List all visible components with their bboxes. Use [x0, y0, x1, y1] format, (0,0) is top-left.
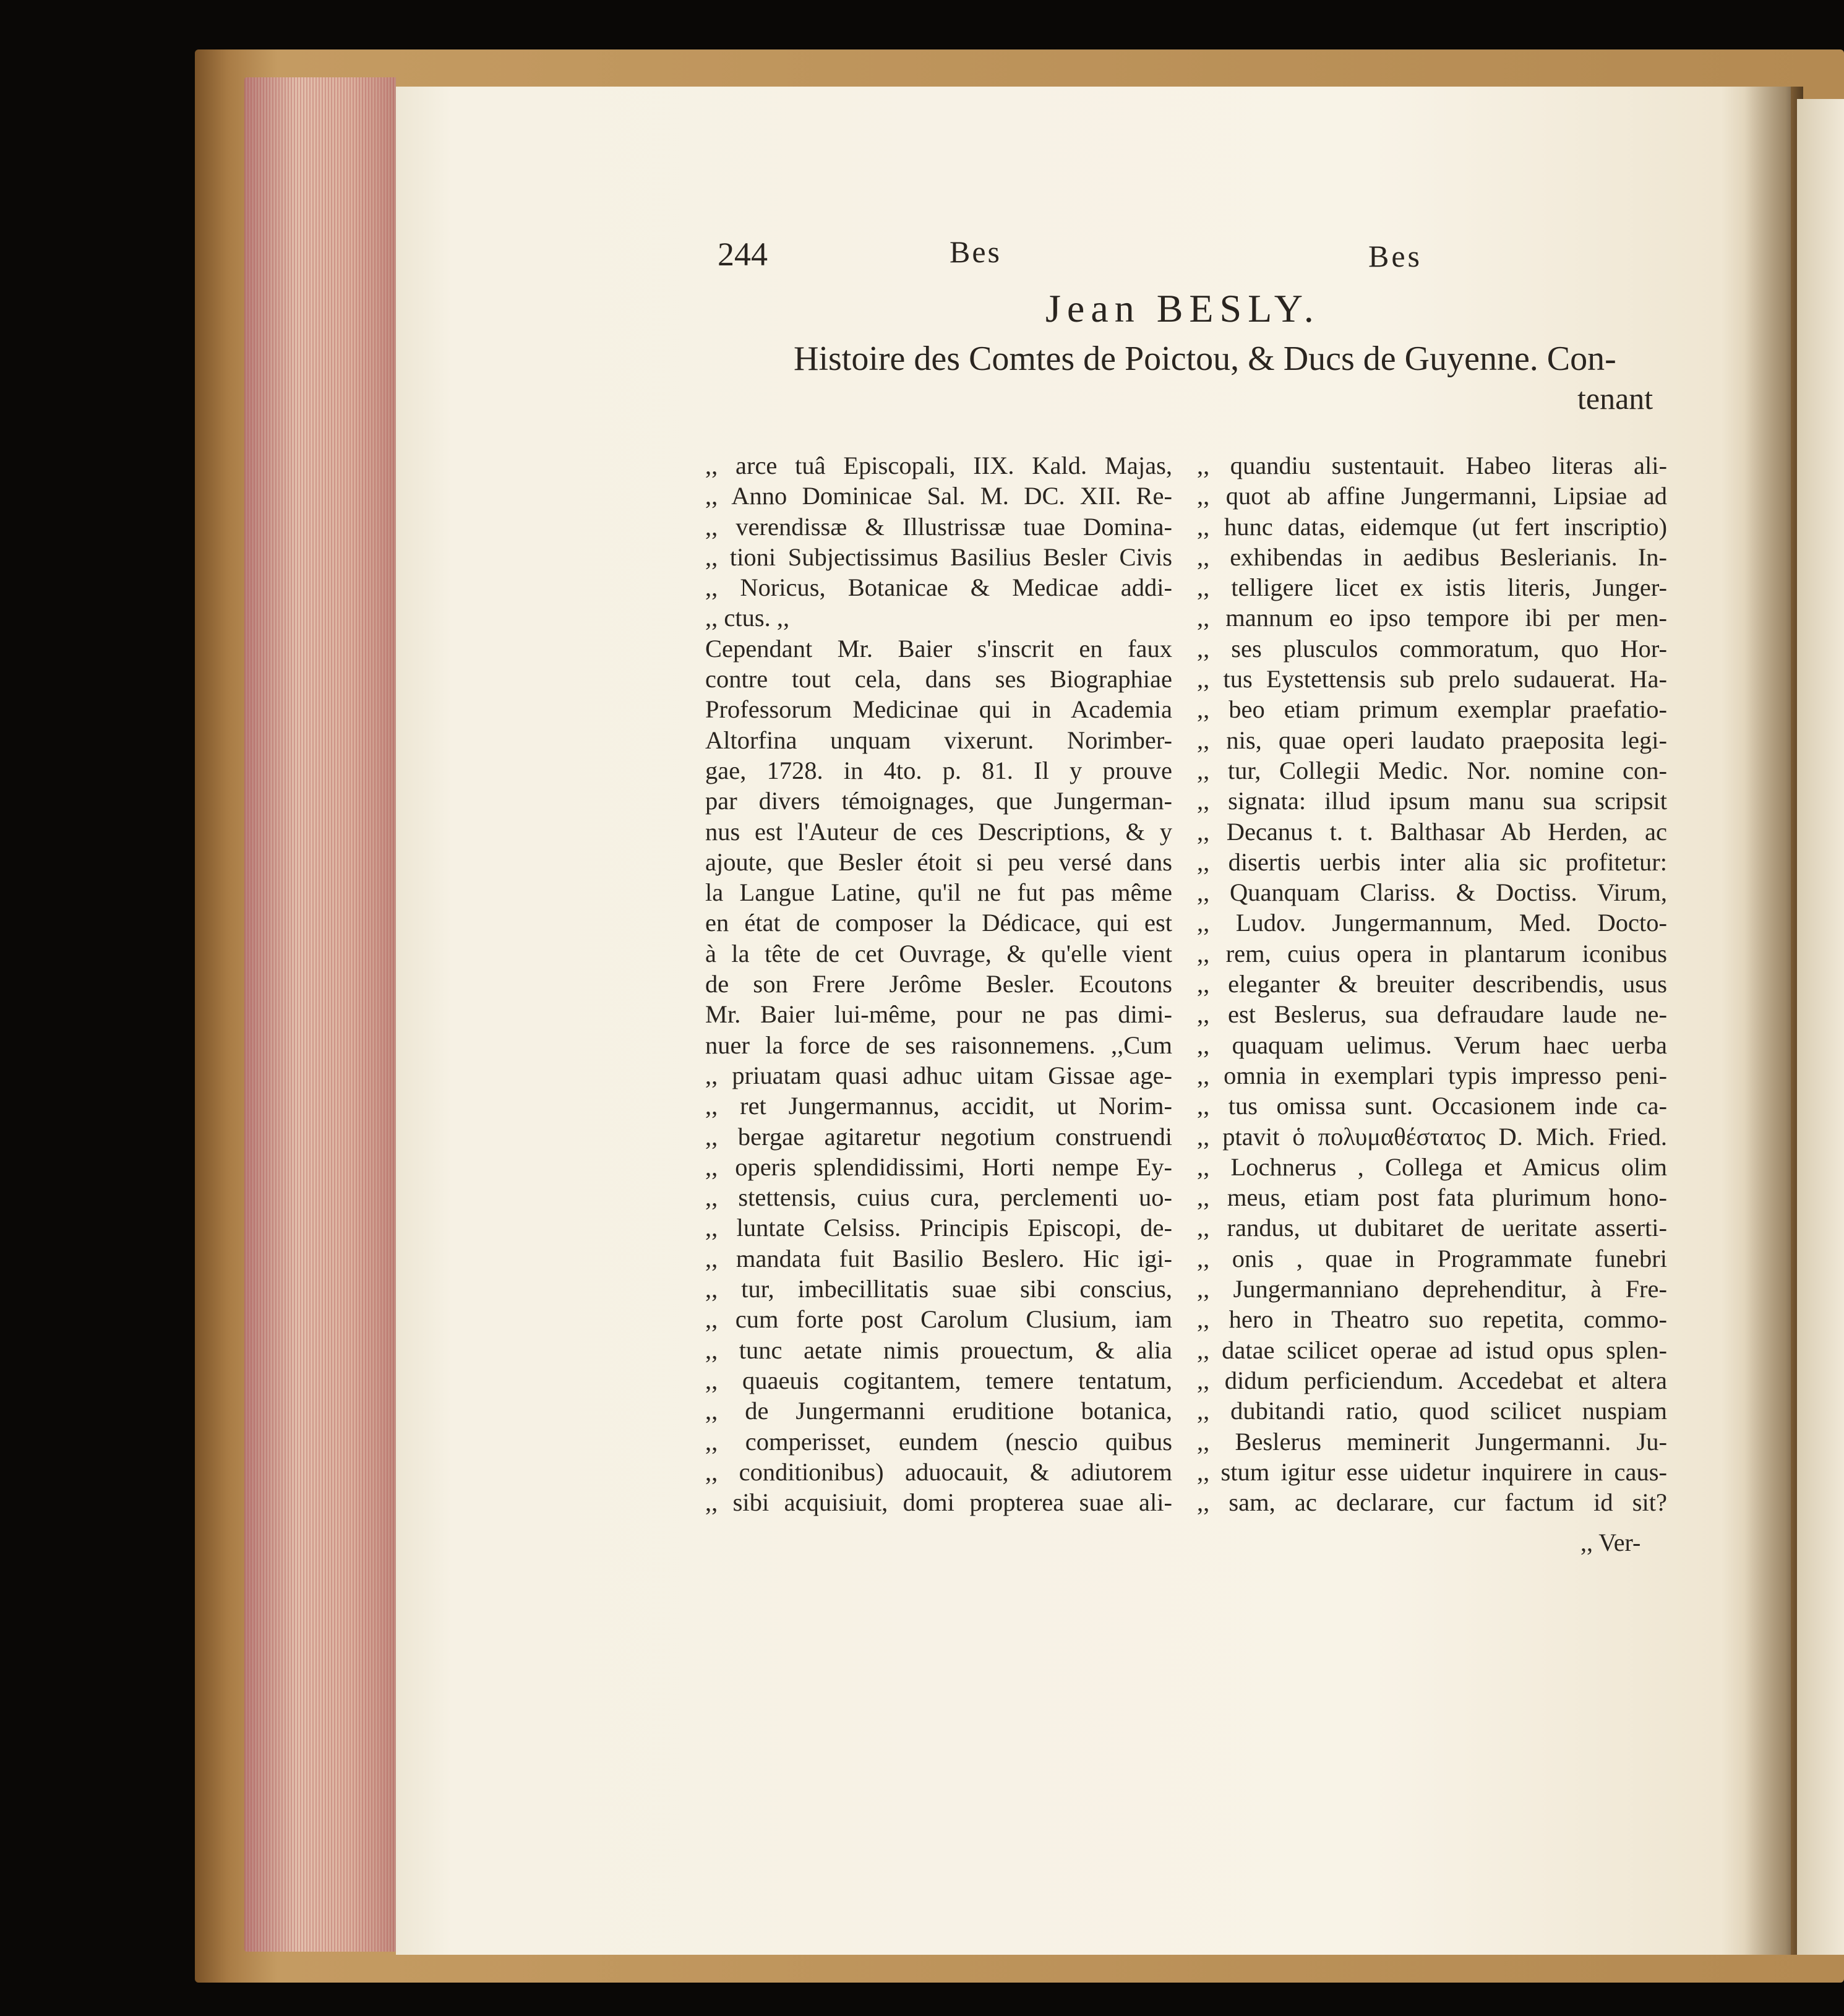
text-line: ,, telligere licet ex istis literis, Junger-	[1197, 573, 1667, 602]
text-line: ,, Decanus t. t. Balthasar Ab Herden, ac	[1197, 817, 1667, 846]
text-line: ,, sibi acquisiuit, domi propterea suae ali-	[705, 1488, 1172, 1517]
text-line: ,, Quanquam Clariss. & Doctiss. Virum,	[1197, 878, 1667, 907]
text-line: la Langue Latine, qu'il ne fut pas même	[705, 878, 1172, 907]
text-line: ,, operis splendidissimi, Horti nempe Ey-	[705, 1152, 1172, 1181]
text-line: ,, ptavit ὁ πολυμαθέστατος D. Mich. Fried.	[1197, 1122, 1667, 1151]
text-line: ,, Noricus, Botanicae & Medicae addi-	[705, 573, 1172, 602]
text-line: ,, quot ab affine Jungermanni, Lipsiae ad	[1197, 482, 1667, 510]
text-line: ajoute, que Besler étoit si peu versé dans	[705, 847, 1172, 876]
page-number: 244	[718, 236, 768, 273]
text-line: ,, conditionibus) aduocauit, & adiutorem	[705, 1457, 1172, 1486]
text-line: ,, tus Eystettensis sub prelo sudauerat. Ha-	[1197, 665, 1667, 693]
running-head-left: Bes	[950, 234, 1001, 269]
text-line: ,, mandata fuit Basilio Beslero. Hic igi-	[705, 1244, 1172, 1272]
text-line: de son Frere Jerôme Besler. Ecoutons	[705, 970, 1172, 998]
text-line: ,, ret Jungermannus, accidit, ut Norim-	[705, 1092, 1172, 1120]
text-line: ,, Anno Dominicae Sal. M. DC. XII. Re-	[705, 482, 1172, 510]
text-line: en état de composer la Dédicace, qui est	[705, 909, 1172, 937]
text-line: gae, 1728. in 4to. p. 81. Il y prouve	[705, 756, 1172, 784]
text-line: nus est l'Auteur de ces Descriptions, & y	[705, 817, 1172, 846]
text-line: Mr. Baier lui-même, pour ne pas dimi-	[705, 1000, 1172, 1029]
text-line: ,, Ludov. Jungermannum, Med. Docto-	[1197, 909, 1667, 937]
text-line: ,, arce tuâ Episcopali, IIX. Kald. Majas,	[705, 452, 1172, 479]
text-line: ,, ses plusculos commoratum, quo Hor-	[1197, 634, 1667, 663]
text-line: ,, exhibendas in aedibus Beslerianis. In-	[1197, 543, 1667, 571]
text-line: ,, signata: illud ipsum manu sua scripsit	[1197, 787, 1667, 815]
gutter-shadow	[1744, 87, 1803, 1955]
text-line: ,, nis, quae operi laudato praeposita legi-	[1197, 726, 1667, 754]
article-heading: Jean BESLY.	[1045, 286, 1320, 330]
text-line: ,, meus, etiam post fata plurimum hono-	[1197, 1183, 1667, 1212]
text-line: ,, disertis uerbis inter alia sic profitetur:	[1197, 847, 1667, 876]
text-column-left	[705, 450, 1172, 1517]
text-line: ,, tioni Subjectissimus Basilius Besler Civis	[705, 543, 1172, 571]
text-line: ,, verendissæ & Illustrissæ tuae Domina-	[705, 512, 1172, 541]
text-line: ,, tur, imbecillitatis suae sibi conscius,	[705, 1275, 1172, 1303]
text-line: ,, cum forte post Carolum Clusium, iam	[705, 1305, 1172, 1334]
catchword-top: tenant	[1577, 381, 1653, 416]
catchword-bottom: ,, Ver-	[1580, 1529, 1641, 1556]
text-line: ,, dubitandi ratio, quod scilicet nuspiam	[1197, 1397, 1667, 1425]
text-line: nuer la force de ses raisonnemens. ,,Cum	[705, 1031, 1172, 1059]
text-line: ,, quandiu sustentauit. Habeo literas ali-	[1197, 452, 1667, 479]
text-line: contre tout cela, dans ses Biographiae	[705, 665, 1172, 693]
text-line: ,, tur, Collegii Medic. Nor. nomine con-	[1197, 756, 1667, 784]
text-line: ,, rem, cuius opera in plantarum iconibus	[1197, 939, 1667, 967]
text-line: ,, quaquam uelimus. Verum haec uerba	[1197, 1031, 1667, 1059]
text-line: ,, Jungermanniano deprehenditur, à Fre-	[1197, 1275, 1667, 1303]
text-line: ,, stettensis, cuius cura, perclementi uo-	[705, 1183, 1172, 1212]
text-line: ,, hero in Theatro suo repetita, commo-	[1197, 1305, 1667, 1334]
facing-page-edge	[1797, 99, 1844, 1955]
text-line: ,, est Beslerus, sua defraudare laude ne-	[1197, 1000, 1667, 1029]
text-line: ,, tunc aetate nimis prouectum, & alia	[705, 1336, 1172, 1364]
text-line: Professorum Medicinae qui in Academia	[705, 695, 1172, 724]
text-line: ,, randus, ut dubitaret de ueritate asserti-	[1197, 1214, 1667, 1242]
text-line: ,, onis , quae in Programmate funebri	[1197, 1244, 1667, 1272]
text-line: par divers témoignages, que Jungerman-	[705, 787, 1172, 815]
text-line: ,, stum igitur esse uidetur inquirere in caus-	[1197, 1457, 1667, 1486]
text-line: ,, priuatam quasi adhuc uitam Gissae age-	[705, 1061, 1172, 1089]
text-line: ,, comperisset, eundem (nescio quibus	[705, 1427, 1172, 1456]
text-line: ,, ctus. ,,	[705, 604, 790, 632]
text-line: ,, bergae agitaretur negotium construendi	[705, 1122, 1172, 1151]
work-title: Histoire des Comtes de Poictou, & Ducs de Guyenne. Con-	[794, 340, 1616, 378]
text-line: Cependant Mr. Baier s'inscrit en faux	[705, 634, 1172, 663]
text-line: ,, Lochnerus , Collega et Amicus olim	[1197, 1152, 1667, 1181]
text-line: ,, didum perficiendum. Accedebat et altera	[1197, 1366, 1667, 1394]
text-line: ,, de Jungermanni eruditione botanica,	[705, 1397, 1172, 1425]
text-line: ,, quaeuis cogitantem, temere tentatum,	[705, 1366, 1172, 1394]
text-line: ,, mannum eo ipso tempore ibi per men-	[1197, 604, 1667, 632]
text-line: ,, beo etiam primum exemplar praefatio-	[1197, 695, 1667, 724]
page-edges	[244, 77, 396, 1952]
text-line: à la tête de cet Ouvrage, & qu'elle vient	[705, 939, 1172, 967]
text-line: ,, hunc datas, eidemque (ut fert inscriptio)	[1197, 512, 1667, 541]
text-line: ,, eleganter & breuiter describendis, usus	[1197, 970, 1667, 998]
text-line: ,, tus omissa sunt. Occasionem inde ca-	[1197, 1092, 1667, 1120]
text-line: ,, omnia in exemplari typis impresso peni-	[1197, 1061, 1667, 1089]
text-line: ,, Beslerus meminerit Jungermanni. Ju-	[1197, 1427, 1667, 1456]
text-line: ,, datae scilicet operae ad istud opus splen-	[1197, 1336, 1667, 1364]
text-line: Altorfina unquam vixerunt. Norimber-	[705, 726, 1172, 754]
text-column-right	[1197, 450, 1667, 1517]
text-line: ,, luntate Celsiss. Principis Episcopi, de-	[705, 1214, 1172, 1242]
running-head-right: Bes	[1368, 239, 1422, 273]
text-line: ,, sam, ac declarare, cur factum id sit?	[1197, 1488, 1667, 1517]
